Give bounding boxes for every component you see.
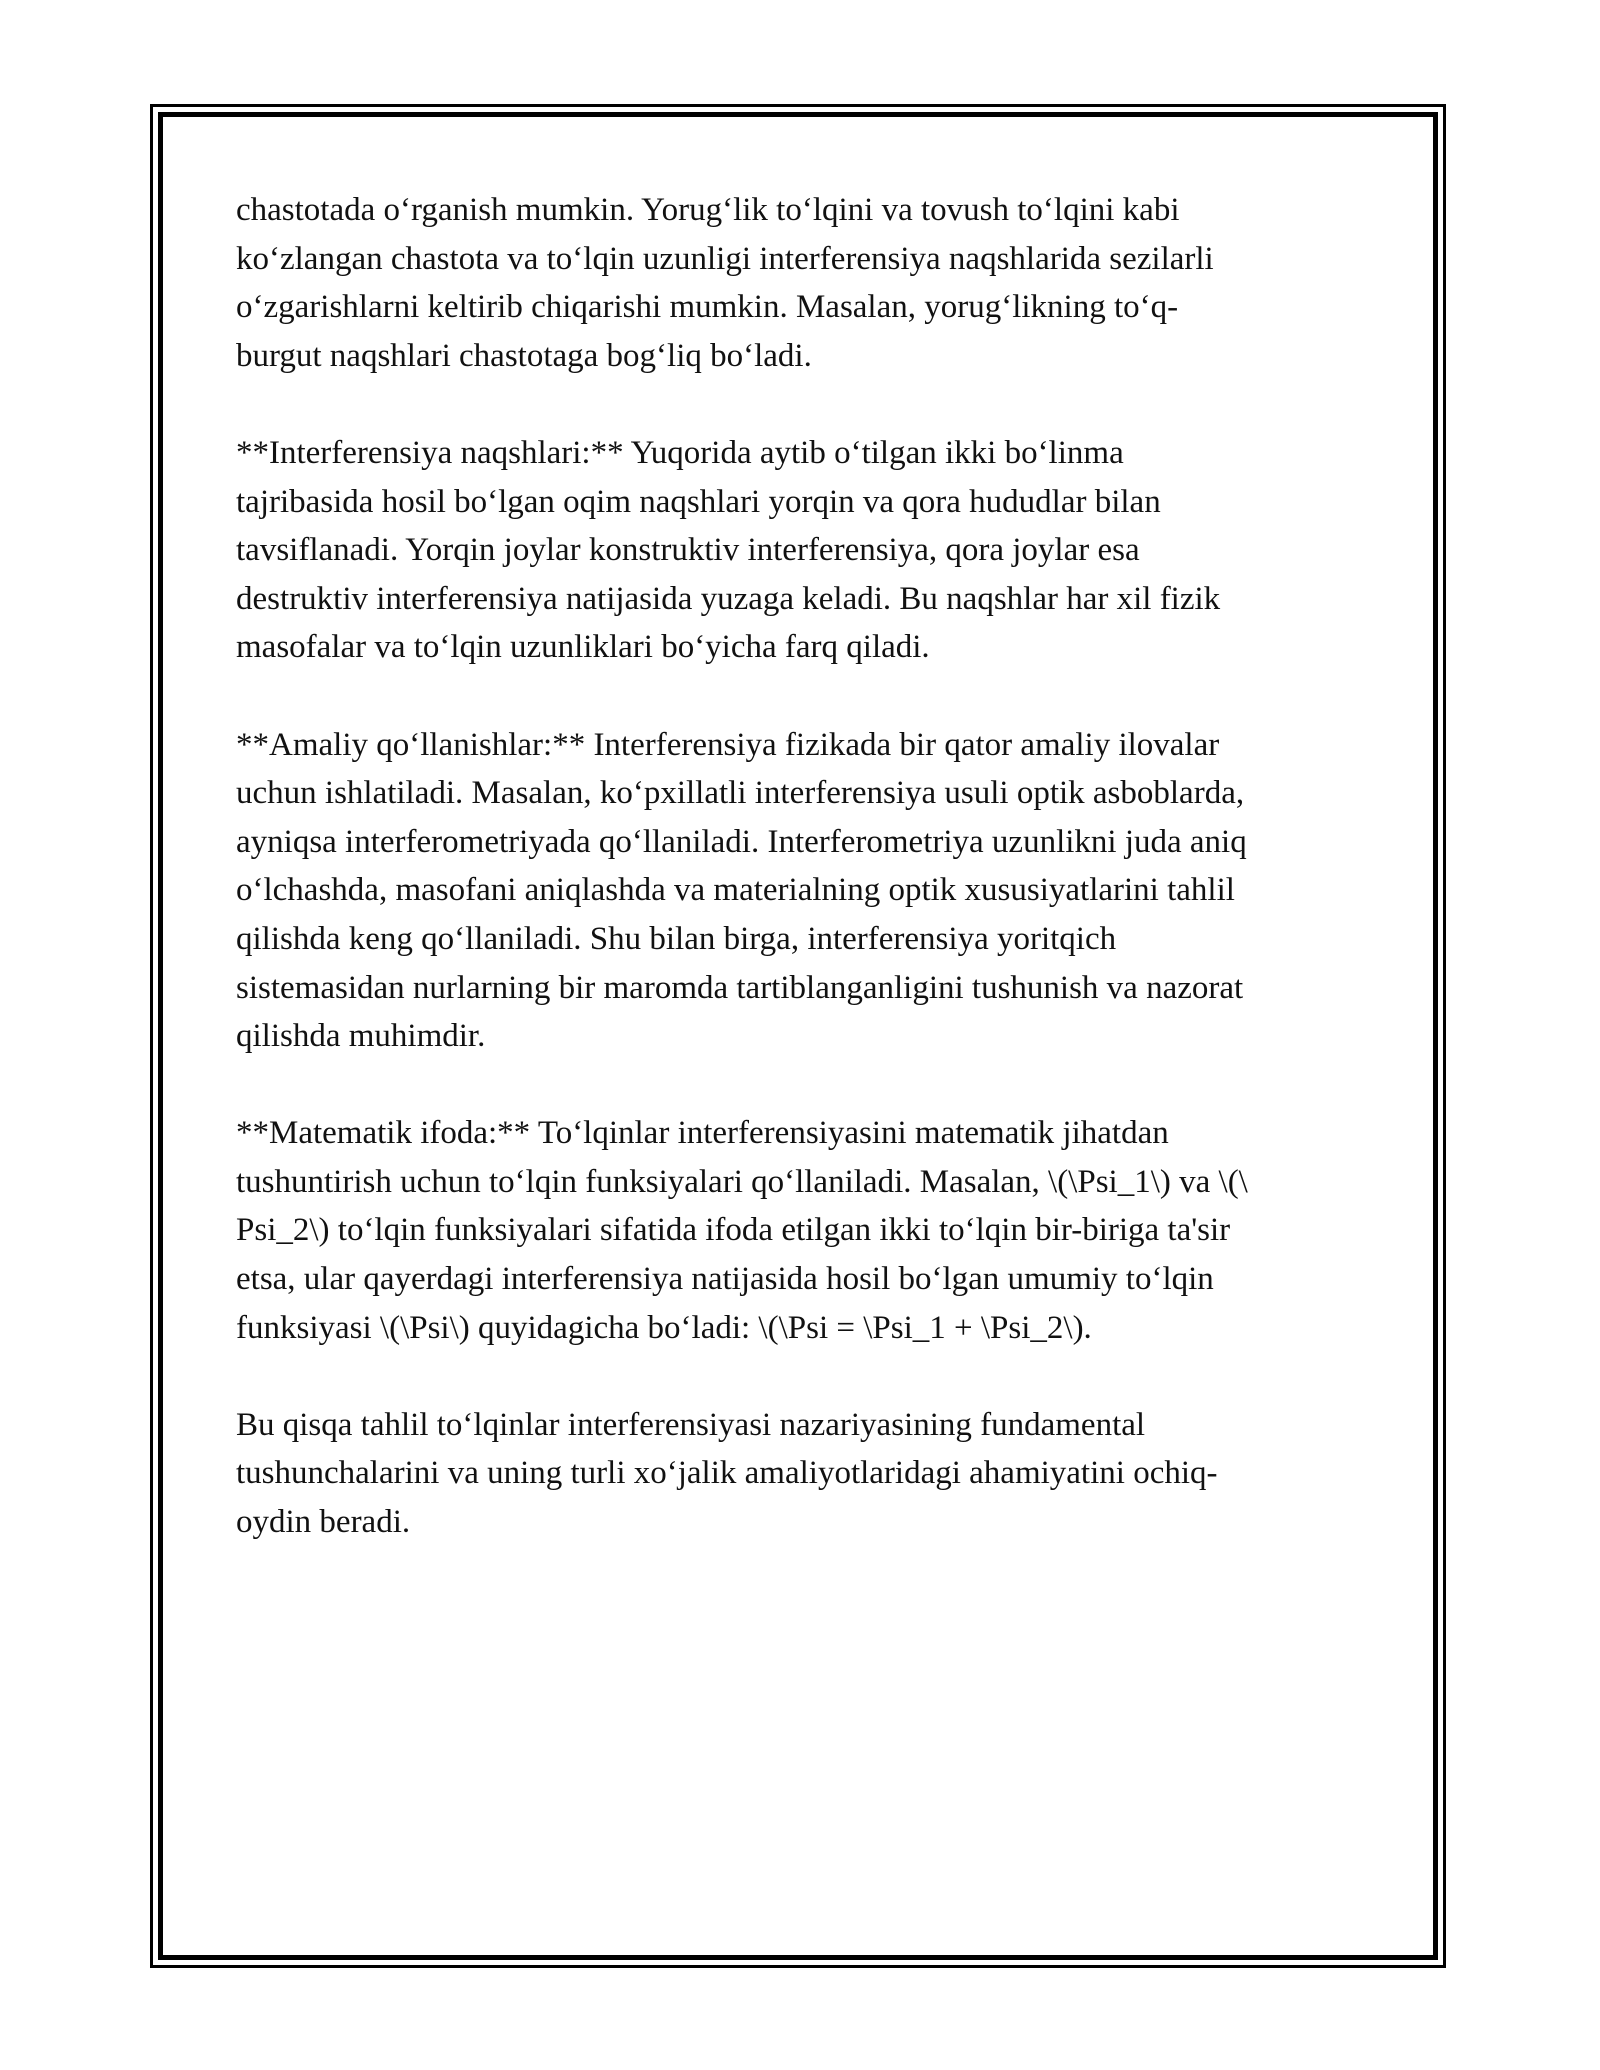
document-body	[236, 186, 1366, 1595]
paragraph-interference-patterns: **Interferensiya naqshlari:** Yuqorida aytib o‘tilgan ikki bo‘linma tajribasida hosil bo‘lgan oqim naqshlari yorqin va qora hududlar bilan tavsiflanadi. Yorqin joylar konstruktiv interferensiya, qora joylar esa destruktiv interferensiya natijasida yuzaga keladi. Bu naqshlar har xil fizik masofalar va to‘lqin uzunliklari bo‘yicha farq qiladi.	[236, 434, 1221, 666]
paragraph-summary: Bu qisqa tahlil to‘lqinlar interferensiyasi nazariyasining fundamental tushunchalarini va uning turli xo‘jalik amaliyotlaridagi ahamiyatini ochiq- oydin beradi.	[236, 1406, 1218, 1541]
paragraph-mathematical-expression: **Matematik ifoda:** To‘lqinlar interferensiyasini matematik jihatdan tushuntirish uchun to‘lqin funksiyalari qo‘llaniladi. Masalan, \(\Psi_1\) va \(\ Psi_2\) to‘lqin funksiyalari sifatida ifoda etilgan ikki to‘lqin bir-biriga ta'sir etsa, ular qayerdagi interferensiya natijasida hosil bo‘lgan umumiy to‘lqin funksiyasi \(\Psi\) quyidagicha bo‘ladi: \(\Psi = \Psi_1 + \Psi_2\).	[236, 1115, 1248, 1346]
paragraph-practical-applications: **Amaliy qo‘llanishlar:** Interferensiya fizikada bir qator amaliy ilovalar uchun ishlatiladi. Masalan, ko‘pxillatli interferensiya usuli optik asboblarda, ayniqsa interferometriyada qo‘llaniladi. Interferometriya uzunlikni juda aniq o‘lchashda, masofani aniqlashda va materialning optik xususiyatlarini tahlil qilishda keng qo‘llaniladi. Shu bilan birga, interferensiya yoritqich sistemasidan nurlarning bir maromda tartiblanganligini tushunish va nazorat qilishda muhimdir.	[236, 726, 1247, 1055]
paragraph-frequency: chastotada o‘rganish mumkin. Yorug‘lik to‘lqini va tovush to‘lqini kabi ko‘zlangan chastota va to‘lqin uzunligi interferensiya naqshlarida sezilarli o‘zgarishlarni keltirib chiqarishi mumkin. Masalan, yorug‘likning to‘q- burgut naqshlari chastotaga bog‘liq bo‘ladi.	[236, 192, 1214, 374]
